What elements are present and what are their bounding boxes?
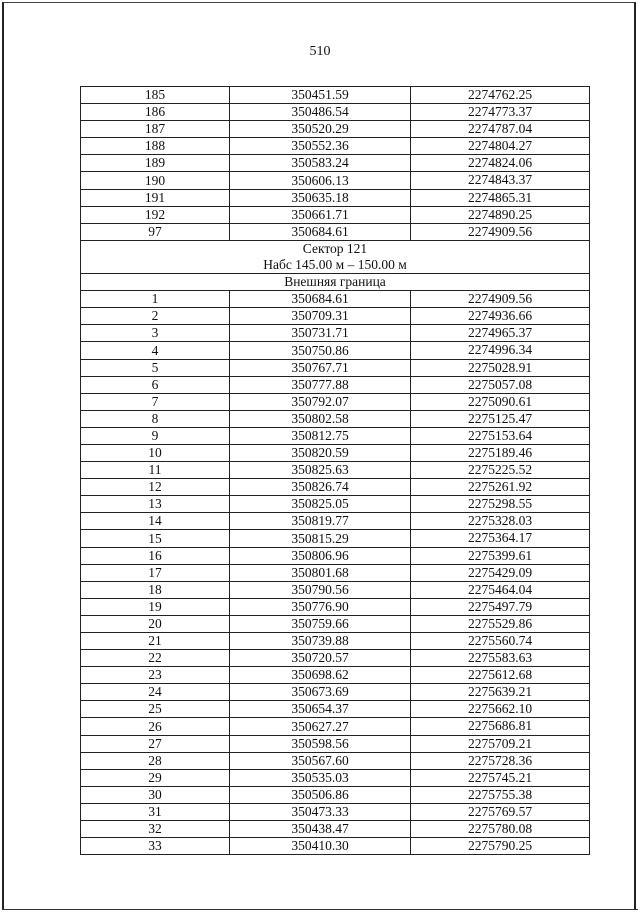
table-row: [81, 223, 590, 240]
point-number: 9: [81, 427, 230, 444]
x-coordinate: 350535.03: [230, 769, 411, 786]
table-row: [81, 359, 590, 376]
x-coordinate: 350684.61: [230, 223, 411, 240]
table-row: [81, 291, 590, 308]
x-coordinate: 350739.88: [230, 633, 411, 650]
y-coordinate: 2274865.31: [411, 189, 590, 206]
x-coordinate: 350792.07: [230, 393, 411, 410]
point-number: 30: [81, 786, 230, 803]
x-coordinate: 350812.75: [230, 427, 411, 444]
point-number: 189: [81, 155, 230, 172]
point-number: 97: [81, 223, 230, 240]
point-number: 23: [81, 667, 230, 684]
y-coordinate: 2274909.56: [411, 291, 590, 308]
x-coordinate: 350750.86: [230, 342, 411, 359]
sector-title-row: [81, 240, 590, 257]
table-row: [81, 513, 590, 530]
x-coordinate: 350806.96: [230, 547, 411, 564]
x-coordinate: 350826.74: [230, 479, 411, 496]
y-coordinate: 2275429.09: [411, 564, 590, 581]
point-number: 2: [81, 308, 230, 325]
point-number: 11: [81, 462, 230, 479]
y-coordinate: 2275769.57: [411, 803, 590, 820]
x-coordinate: 350506.86: [230, 786, 411, 803]
table-row: [81, 547, 590, 564]
y-coordinate: 2275560.74: [411, 633, 590, 650]
y-coordinate: 2275780.08: [411, 821, 590, 838]
y-coordinate: 2275728.36: [411, 752, 590, 769]
y-coordinate: 2275028.91: [411, 359, 590, 376]
table-row: [81, 718, 590, 735]
table-row: [81, 701, 590, 718]
point-number: 33: [81, 838, 230, 855]
x-coordinate: 350520.29: [230, 121, 411, 138]
point-number: 185: [81, 87, 230, 104]
y-coordinate: 2274890.25: [411, 206, 590, 223]
x-coordinate: 350759.66: [230, 615, 411, 632]
x-coordinate: 350627.27: [230, 718, 411, 735]
x-coordinate: 350473.33: [230, 803, 411, 820]
x-coordinate: 350673.69: [230, 684, 411, 701]
x-coordinate: 350731.71: [230, 325, 411, 342]
point-number: 12: [81, 479, 230, 496]
point-number: 18: [81, 581, 230, 598]
x-coordinate: 350567.60: [230, 752, 411, 769]
point-number: 186: [81, 104, 230, 121]
y-coordinate: 2275612.68: [411, 667, 590, 684]
x-coordinate: 350815.29: [230, 530, 411, 547]
height-range-row: [81, 257, 590, 274]
x-coordinate: 350410.30: [230, 838, 411, 855]
table-row: [81, 752, 590, 769]
table-row: [81, 496, 590, 513]
y-coordinate: 2275189.46: [411, 444, 590, 461]
table-row: [81, 155, 590, 172]
point-number: 192: [81, 206, 230, 223]
x-coordinate: 350767.71: [230, 359, 411, 376]
table-row: [81, 564, 590, 581]
table-row: [81, 650, 590, 667]
boundary-label: Внешняя граница: [81, 274, 590, 291]
y-coordinate: 2275125.47: [411, 410, 590, 427]
y-coordinate: 2275790.25: [411, 838, 590, 855]
point-number: 29: [81, 769, 230, 786]
table-row: [81, 138, 590, 155]
y-coordinate: 2274909.56: [411, 223, 590, 240]
point-number: 8: [81, 410, 230, 427]
x-coordinate: 350684.61: [230, 291, 411, 308]
table-row: [81, 786, 590, 803]
sector-header-group: [81, 240, 590, 290]
y-coordinate: 2275464.04: [411, 581, 590, 598]
y-coordinate: 2275364.17: [411, 530, 590, 547]
table-row: [81, 427, 590, 444]
table-row: [81, 189, 590, 206]
table-row: [81, 376, 590, 393]
y-coordinate: 2274996.34: [411, 342, 590, 359]
y-coordinate: 2275529.86: [411, 615, 590, 632]
table-row: [81, 87, 590, 104]
x-coordinate: 350451.59: [230, 87, 411, 104]
point-number: 14: [81, 513, 230, 530]
y-coordinate: 2275755.38: [411, 786, 590, 803]
x-coordinate: 350654.37: [230, 701, 411, 718]
y-coordinate: 2275090.61: [411, 393, 590, 410]
point-number: 6: [81, 376, 230, 393]
x-coordinate: 350720.57: [230, 650, 411, 667]
y-coordinate: 2275261.92: [411, 479, 590, 496]
x-coordinate: 350820.59: [230, 444, 411, 461]
y-coordinate: 2275057.08: [411, 376, 590, 393]
table-row: [81, 342, 590, 359]
point-number: 16: [81, 547, 230, 564]
point-number: 15: [81, 530, 230, 547]
y-coordinate: 2275328.03: [411, 513, 590, 530]
boundary-row: [81, 274, 590, 291]
y-coordinate: 2274762.25: [411, 87, 590, 104]
y-coordinate: 2274804.27: [411, 138, 590, 155]
y-coordinate: 2275225.52: [411, 462, 590, 479]
rows-after-group: [81, 291, 590, 855]
point-number: 190: [81, 172, 230, 189]
table-row: [81, 104, 590, 121]
point-number: 31: [81, 803, 230, 820]
x-coordinate: 350552.36: [230, 138, 411, 155]
point-number: 3: [81, 325, 230, 342]
x-coordinate: 350825.63: [230, 462, 411, 479]
point-number: 22: [81, 650, 230, 667]
point-number: 21: [81, 633, 230, 650]
table-row: [81, 581, 590, 598]
x-coordinate: 350777.88: [230, 376, 411, 393]
point-number: 20: [81, 615, 230, 632]
table-row: [81, 667, 590, 684]
x-coordinate: 350606.13: [230, 172, 411, 189]
x-coordinate: 350486.54: [230, 104, 411, 121]
x-coordinate: 350819.77: [230, 513, 411, 530]
table-row: [81, 172, 590, 189]
table-row: [81, 308, 590, 325]
table-row: [81, 684, 590, 701]
point-number: 187: [81, 121, 230, 138]
bottom-rule: [2, 909, 638, 910]
table-row: [81, 479, 590, 496]
table-row: [81, 444, 590, 461]
table-row: [81, 821, 590, 838]
page-number: 510: [309, 44, 331, 59]
table-row: [81, 462, 590, 479]
x-coordinate: 350635.18: [230, 189, 411, 206]
table-row: [81, 633, 590, 650]
table-row: [81, 325, 590, 342]
x-coordinate: 350598.56: [230, 735, 411, 752]
x-coordinate: 350776.90: [230, 598, 411, 615]
x-coordinate: 350801.68: [230, 564, 411, 581]
point-number: 27: [81, 735, 230, 752]
x-coordinate: 350709.31: [230, 308, 411, 325]
table-row: [81, 530, 590, 547]
table-row: [81, 803, 590, 820]
point-number: 25: [81, 701, 230, 718]
x-coordinate: 350790.56: [230, 581, 411, 598]
point-number: 7: [81, 393, 230, 410]
y-coordinate: 2275662.10: [411, 701, 590, 718]
y-coordinate: 2274824.06: [411, 155, 590, 172]
table-row: [81, 121, 590, 138]
y-coordinate: 2275686.81: [411, 718, 590, 735]
table-row: [81, 838, 590, 855]
point-number: 5: [81, 359, 230, 376]
sector-title: Сектор 121: [81, 240, 590, 257]
point-number: 32: [81, 821, 230, 838]
point-number: 24: [81, 684, 230, 701]
point-number: 28: [81, 752, 230, 769]
y-coordinate: 2275153.64: [411, 427, 590, 444]
y-coordinate: 2275639.21: [411, 684, 590, 701]
point-number: 17: [81, 564, 230, 581]
table-row: [81, 206, 590, 223]
point-number: 10: [81, 444, 230, 461]
table-row: [81, 615, 590, 632]
y-coordinate: 2275399.61: [411, 547, 590, 564]
table-row: [81, 769, 590, 786]
point-number: 1: [81, 291, 230, 308]
y-coordinate: 2275583.63: [411, 650, 590, 667]
x-coordinate: 350698.62: [230, 667, 411, 684]
point-number: 13: [81, 496, 230, 513]
table-row: [81, 393, 590, 410]
y-coordinate: 2274965.37: [411, 325, 590, 342]
point-number: 191: [81, 189, 230, 206]
x-coordinate: 350583.24: [230, 155, 411, 172]
point-number: 4: [81, 342, 230, 359]
y-coordinate: 2275745.21: [411, 769, 590, 786]
rows-before-group: [81, 87, 590, 241]
coordinates-table: [80, 86, 590, 855]
x-coordinate: 350438.47: [230, 821, 411, 838]
x-coordinate: 350802.58: [230, 410, 411, 427]
y-coordinate: 2274773.37: [411, 104, 590, 121]
height-range: Набс 145.00 м – 150.00 м: [81, 257, 590, 274]
y-coordinate: 2274787.04: [411, 121, 590, 138]
y-coordinate: 2274843.37: [411, 172, 590, 189]
table-row: [81, 598, 590, 615]
point-number: 26: [81, 718, 230, 735]
y-coordinate: 2275298.55: [411, 496, 590, 513]
point-number: 19: [81, 598, 230, 615]
x-coordinate: 350661.71: [230, 206, 411, 223]
y-coordinate: 2275709.21: [411, 735, 590, 752]
point-number: 188: [81, 138, 230, 155]
table-row: [81, 410, 590, 427]
y-coordinate: 2274936.66: [411, 308, 590, 325]
x-coordinate: 350825.05: [230, 496, 411, 513]
y-coordinate: 2275497.79: [411, 598, 590, 615]
table-row: [81, 735, 590, 752]
